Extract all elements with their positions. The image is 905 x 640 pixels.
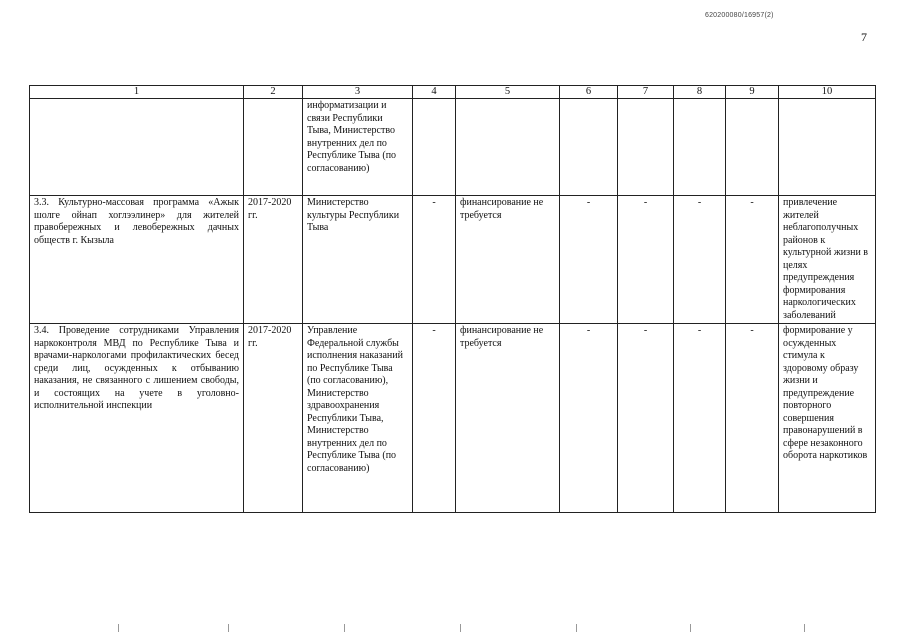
period-cell: 2017-2020 гг. [244,196,303,324]
executor-cell: информатизации и связи Республики Тыва, Министерство внутренних дел по Республике Тыва (по согласованию) [303,99,413,196]
table-cell: - [618,196,674,324]
table-cell: - [726,196,779,324]
financing-cell: финансирование не требуется [456,324,560,513]
table-cell [618,99,674,196]
column-header: 6 [560,86,618,99]
table-cell: - [674,324,726,513]
table-cell [560,99,618,196]
column-header: 5 [456,86,560,99]
column-header: 2 [244,86,303,99]
table-cell: - [618,324,674,513]
column-numbers-row [30,86,876,99]
table-cell [726,99,779,196]
period-cell [244,99,303,196]
measure-cell [30,99,244,196]
table-cell: - [413,324,456,513]
column-header: 8 [674,86,726,99]
table-cell [674,99,726,196]
table-cell: - [674,196,726,324]
table-cell [413,99,456,196]
measures-table [29,85,876,513]
table-row [30,99,876,196]
column-header: 1 [30,86,244,99]
financing-cell: финансирование не требуется [456,196,560,324]
measure-cell: 3.4. Проведение сотрудниками Управления наркоконтроля МВД по Республике Тыва и врачами-наркологами профилактических бесед среди лиц, осужденных к отбыванию наказания, не связанного с лишением свободы, и состоящих на учете в уголовно-исполнительной инспекции [30,324,244,513]
table-cell: - [413,196,456,324]
table-cell: - [560,196,618,324]
column-header: 3 [303,86,413,99]
table-row [30,196,876,324]
column-header: 9 [726,86,779,99]
table-cell: - [560,324,618,513]
column-header: 7 [618,86,674,99]
document-code: 620200080/16957(2) [705,12,774,19]
scan-artifacts [0,624,905,634]
table-cell: - [726,324,779,513]
table-row [30,324,876,513]
column-header: 4 [413,86,456,99]
column-header: 10 [779,86,876,99]
result-cell: привлечение жителей неблагополучных районов к культурной жизни в целях предупреждения формирования наркологических заболеваний [779,196,876,324]
executor-cell: Министерство культуры Республики Тыва [303,196,413,324]
executor-cell: Управление Федеральной службы исполнения наказаний по Республике Тыва (по согласованию), Министерство здравоохранения Республики Тыва, Министерство внутренних дел по Республике Тыва (по согласованию) [303,324,413,513]
page-number: 7 [861,30,867,44]
result-cell [779,99,876,196]
financing-cell [456,99,560,196]
measure-cell: 3.3. Культурно-массовая программа «Ажык шолге ойнап хоглээлинер» для жителей правобережных и левобережных дачных обществ г. Кызыла [30,196,244,324]
result-cell: формирование у осужденных стимула к здоровому образу жизни и предупреждение повторного совершения правонарушений в сфере незаконного оборота наркотиков [779,324,876,513]
period-cell: 2017-2020 гг. [244,324,303,513]
